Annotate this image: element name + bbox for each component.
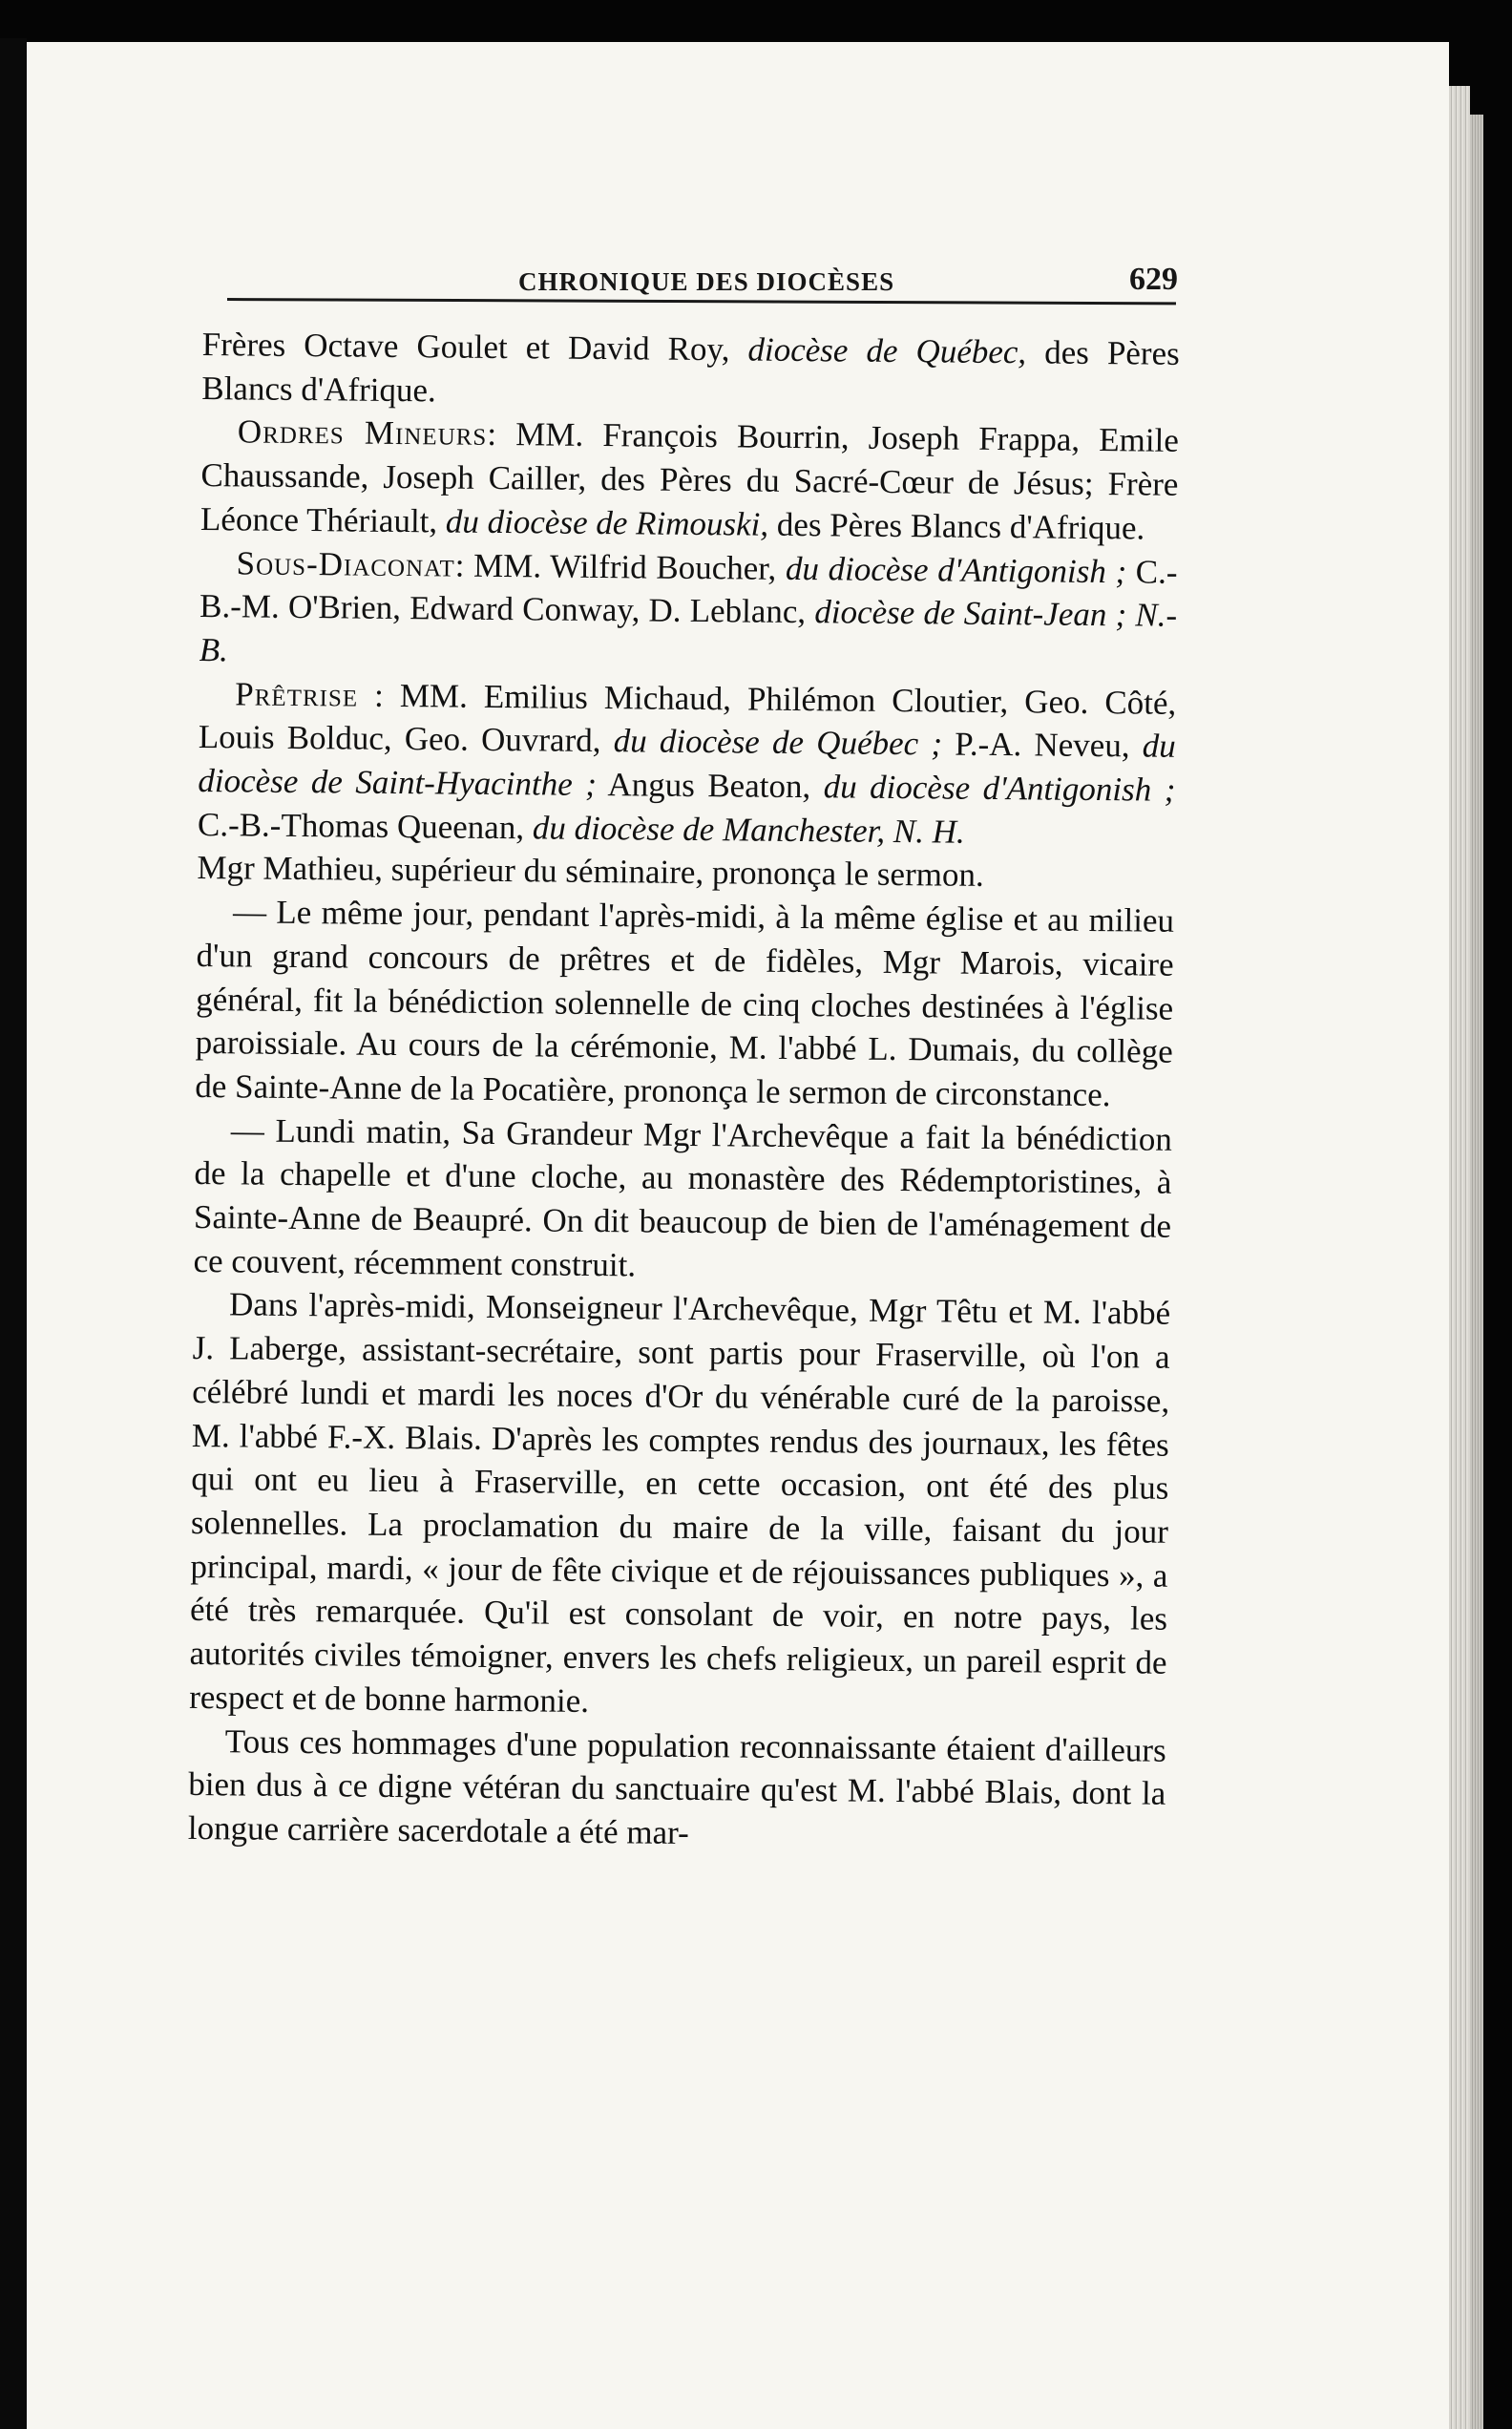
- italic-run: du diocèse de Saint-Hyacinthe ;: [198, 727, 1176, 804]
- italic-run: diocèse de Saint-Jean ; N.-B.: [199, 593, 1178, 669]
- italic-run: du diocèse d'Antigonish ;: [823, 768, 1176, 809]
- italic-run: du diocèse d'Antigonish ;: [785, 549, 1127, 590]
- scan-left-margin: [0, 38, 27, 2429]
- paragraph-pretrise: [198, 672, 1177, 856]
- paragraph-ordres-mineurs: [200, 410, 1179, 550]
- text-run: : MM. Wilfrid Boucher,: [454, 546, 787, 587]
- paragraph-hommages: Tous ces hommages d'une population reconnaissante étaient d'ailleurs bien dus à ce digne vétéran du sanctuaire qu'est M. l'abbé Blais, dont la longue carrière sacerdotale a été mar-: [187, 1721, 1166, 1851]
- text-run: : MM. François Bourrin, Joseph Frappa, Emile Chaussande, Joseph Cailler, des Pères du Sacré-Cœur de Jésus; Frère Léonce Thériault,: [200, 415, 1180, 540]
- page-header: [227, 256, 1178, 313]
- running-head: CHRONIQUE DES DIOCÈSES: [518, 267, 895, 296]
- page-stack-edge-outer: [1470, 115, 1483, 2429]
- text-run: C.-B.-M. O'Brien, Edward Conway, D. Leblanc,: [199, 552, 1178, 631]
- section-label: Sous-Diaconat: [236, 543, 455, 584]
- paragraph-redemptoristines: — Lundi matin, Sa Grandeur Mgr l'Archevêque a fait la bénédiction de la chapelle et d'une cloche, au monastère des Rédemptoristines, à Sainte-Anne de Beaupré. On dit beaucoup de bien de l'aménagement de ce couvent, récemment construit.: [193, 1110, 1173, 1284]
- text-run: C.-B.-Thomas Queenan,: [197, 805, 534, 847]
- body-text: [188, 323, 1180, 1859]
- paragraph-freres: [201, 323, 1180, 419]
- section-label: Ordres Mineurs: [237, 412, 488, 454]
- text-run: des Pères Blancs d'Afrique.: [201, 333, 1180, 410]
- section-label: Prêtrise: [235, 674, 359, 714]
- paragraph-sous-diaconat: [199, 541, 1177, 682]
- text-run: Angus Beaton,: [596, 766, 824, 806]
- text-run: P.-A. Neveu,: [941, 725, 1143, 765]
- italic-run: du diocèse de Rimouski,: [445, 502, 769, 543]
- page-number: 629: [1129, 262, 1178, 297]
- paragraph-cloches: — Le même jour, pendant l'après-midi, à la même église et au milieu d'un grand concours de prêtres et de fidèles, Mgr Marois, vicaire général, fit la bénédiction solennelle de cinq cloches destinées à l'église paroissiale. Au cours de la cérémonie, M. l'abbé L. Dumais, du collège de Sainte-Anne de la Pocatière, prononça le sermon de circonstance.: [195, 893, 1175, 1114]
- paragraph-sermon: Mgr Mathieu, supérieur du séminaire, prononça le sermon.: [197, 849, 984, 895]
- paragraph-fraserville: Dans l'après-midi, Monseigneur l'Archevêque, Mgr Têtu et M. l'abbé J. Laberge, assistant-secrétaire, sont partis pour Fraserville, où l'on a célébré lundi et mardi les noces d'Or du vénérable curé de la paroisse, M. l'abbé F.-X. Blais. D'après les comptes rendus des journaux, les fêtes qui ont eu lieu à Fraserville, en cette occasion, ont été des plus solennelles. La proclamation du maire de la ville, faisant du jour principal, mardi, « jour de fête civique et de réjouissances publiques », a été très remarquée. Qu'il est consolant de voir, en notre pays, les autorités civiles témoigner, envers les chefs religieux, un pareil esprit de respect et de bonne harmonie.: [188, 1285, 1171, 1720]
- page-stack-edge: [1449, 86, 1470, 2429]
- italic-run: du diocèse de Québec ;: [613, 722, 943, 763]
- text-run: : MM. Emilius Michaud, Philémon Cloutier, Geo. Côté, Louis Bolduc, Geo. Ouvrard,: [198, 676, 1177, 760]
- text-run: des Pères Blancs d'Afrique.: [767, 505, 1145, 547]
- italic-run: diocèse de Québec,: [747, 330, 1027, 371]
- text-run: Frères Octave Goulet et David Roy,: [201, 325, 748, 369]
- italic-run: du diocèse de Manchester, N. H.: [532, 809, 965, 851]
